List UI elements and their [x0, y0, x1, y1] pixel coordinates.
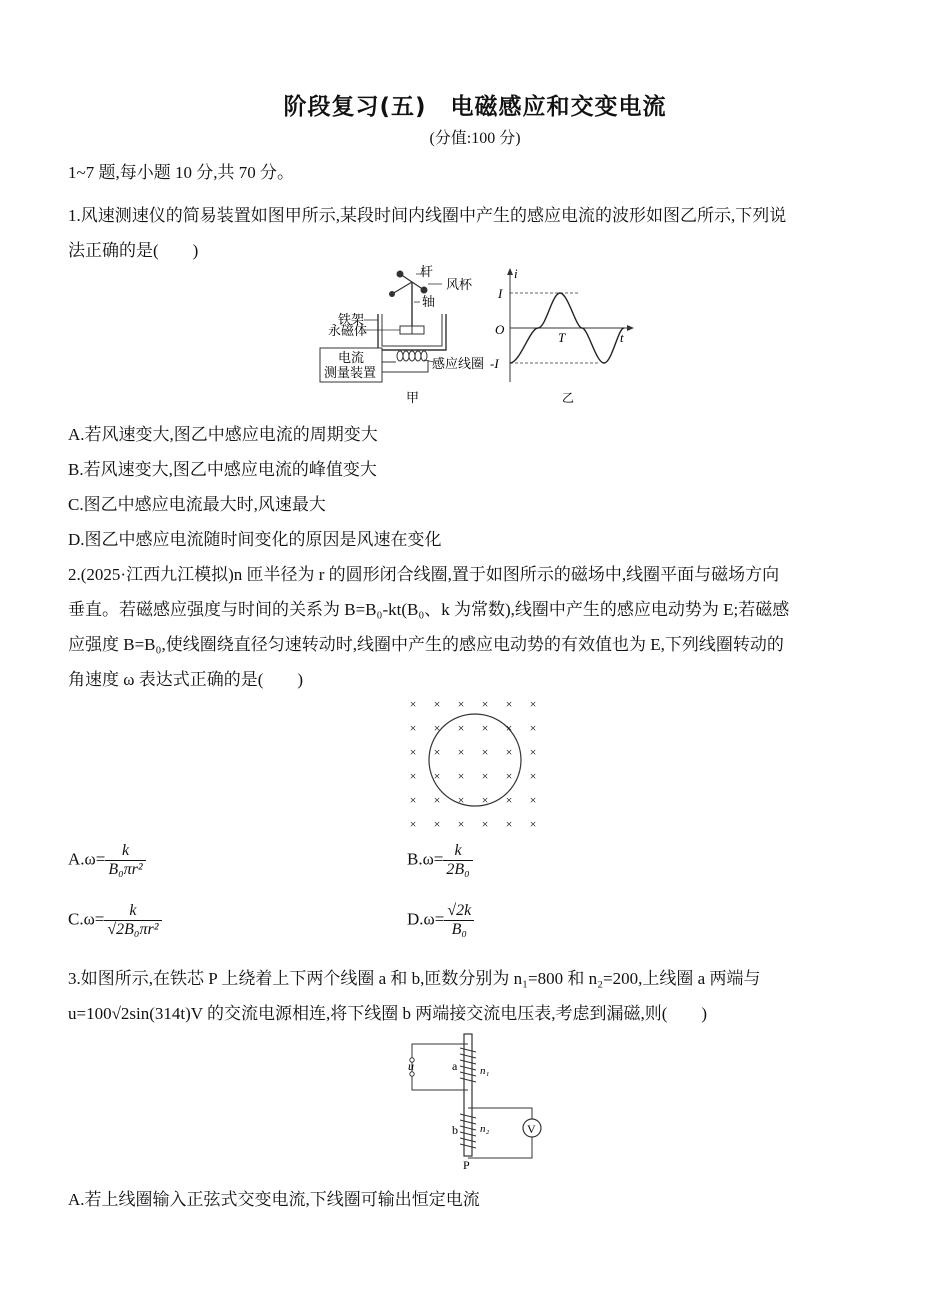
label-device-2: 测量装置	[324, 365, 377, 380]
field-mark: ×	[529, 817, 537, 831]
label-coil: 感应线圈	[432, 356, 485, 371]
iron-core-p	[464, 1034, 472, 1156]
score-note: (分值:100 分)	[429, 130, 521, 147]
field-mark: ×	[457, 721, 465, 735]
label-axle: 轴	[422, 294, 436, 309]
field-mark: ×	[529, 721, 537, 735]
label-source: u	[408, 1059, 414, 1073]
field-mark: ×	[481, 745, 489, 759]
field-mark: ×	[433, 769, 441, 783]
field-mark: ×	[529, 793, 537, 807]
field-mark: ×	[433, 721, 441, 735]
q2-option-a	[68, 842, 146, 879]
field-mark: ×	[481, 793, 489, 807]
q2-option-c-den: √2B₀πr²	[104, 920, 161, 939]
label-neg-peak: -I	[490, 356, 499, 371]
q2-option-b-den: 2B₀	[443, 860, 472, 879]
label-voltmeter: V	[527, 1122, 536, 1136]
q3-stem-line2: u=100√2sin(314t)V 的交流电源相连,将下线圈 b 两端接交流电压表,考虑到漏磁,则( )	[68, 1004, 708, 1023]
q1-option-b: B.若风速变大,图乙中感应电流的峰值变大	[68, 460, 377, 479]
label-n1: n₁	[480, 1065, 490, 1077]
q2-option-c-fraction	[104, 902, 161, 939]
label-device-1: 电流	[338, 350, 365, 365]
q1-option-a: A.若风速变大,图乙中感应电流的周期变大	[68, 425, 378, 444]
q2-stem-line3: 应强度 B=B₀,使线圈绕直径匀速转动时,线圈中产生的感应电动势的有效值也为 E,下列线圈转动的	[68, 635, 784, 654]
field-mark: ×	[409, 769, 417, 783]
field-mark: ×	[433, 817, 441, 831]
q2-option-d	[407, 902, 474, 939]
q2-option-d-label: D.ω=	[407, 909, 445, 929]
q2-option-b-fraction	[443, 842, 472, 879]
field-mark: ×	[457, 769, 465, 783]
label-cup: 风杯	[446, 277, 473, 292]
label-coil-a: a	[452, 1059, 458, 1073]
field-mark: ×	[481, 697, 489, 711]
q2-option-c-label: C.ω=	[68, 909, 105, 929]
q2-stem-line4: 角速度 ω 表达式正确的是( )	[68, 670, 304, 689]
label-period: T	[558, 330, 566, 345]
q2-option-a-label: A.ω=	[68, 849, 106, 869]
label-origin: O	[495, 322, 505, 337]
label-frame: 铁架	[338, 312, 365, 327]
caption-jia: 甲	[406, 390, 420, 405]
field-mark: ×	[481, 817, 489, 831]
induction-coil	[397, 351, 427, 361]
field-mark: ×	[457, 697, 465, 711]
field-mark: ×	[505, 817, 513, 831]
field-mark: ×	[409, 817, 417, 831]
field-mark: ×	[505, 769, 513, 783]
field-mark: ×	[409, 721, 417, 735]
field-mark: ×	[433, 793, 441, 807]
field-mark: ×	[457, 745, 465, 759]
field-mark: ×	[529, 769, 537, 783]
field-mark: ×	[529, 697, 537, 711]
field-mark: ×	[409, 697, 417, 711]
label-i: i	[514, 266, 518, 281]
label-peak: I	[498, 286, 503, 301]
q3-stem-line1: 3.如图所示,在铁芯 P 上绕着上下两个线圈 a 和 b,匝数分别为 n₁=800 和 n₂=200,上线圈 a 两端与	[68, 969, 761, 988]
q1-option-d: D.图乙中感应电流随时间变化的原因是风速在变化	[68, 530, 442, 549]
q2-option-c	[68, 902, 162, 939]
q2-option-b-label: B.ω=	[407, 849, 444, 869]
q3-option-a: A.若上线圈输入正弦式交变电流,下线圈可输出恒定电流	[68, 1190, 480, 1209]
q3-transformer-figure	[398, 1030, 558, 1172]
page-title: 阶段复习(五) 电磁感应和交变电流	[283, 94, 667, 120]
field-mark: ×	[505, 721, 513, 735]
q1-stem-line2: 法正确的是( )	[68, 241, 199, 260]
field-mark: ×	[481, 769, 489, 783]
label-n2: n₂	[480, 1123, 490, 1135]
q1-stem-line1: 1.风速测速仪的简易装置如图甲所示,某段时间内线圈中产生的感应电流的波形如图乙所示,下列说	[68, 206, 787, 225]
field-mark: ×	[433, 745, 441, 759]
field-mark: ×	[409, 745, 417, 759]
caption-yi: 乙	[562, 391, 575, 405]
q2-option-b-num: k	[454, 842, 462, 859]
q2-option-a-den: B₀πr²	[105, 860, 145, 879]
q2-field-figure	[405, 694, 550, 834]
field-mark: ×	[481, 721, 489, 735]
field-mark: ×	[505, 793, 513, 807]
label-magnet: 永磁体	[328, 323, 368, 338]
field-mark: ×	[409, 793, 417, 807]
q2-option-c-num: k	[129, 902, 137, 919]
field-mark: ×	[529, 745, 537, 759]
field-mark: ×	[505, 697, 513, 711]
q2-option-d-fraction	[444, 902, 474, 939]
q2-option-a-fraction	[105, 842, 145, 879]
q2-stem-line2: 垂直。若磁感应强度与时间的关系为 B=B₀-kt(B₀、k 为常数),线圈中产生的感应电动势为 E;若磁感	[68, 600, 790, 619]
q1-figure-yi	[490, 262, 640, 410]
label-rod: 杆	[420, 264, 434, 279]
q2-option-a-num: k	[121, 842, 130, 859]
field-mark: ×	[505, 745, 513, 759]
q2-option-d-den: B₀	[444, 920, 474, 939]
q2-option-b	[407, 842, 473, 879]
q2-option-d-num: √2k	[447, 902, 472, 919]
q2-stem-line1: 2.(2025·江西九江模拟)n 匝半径为 r 的圆形闭合线圈,置于如图所示的磁场中,线圈平面与磁场方向	[68, 565, 780, 584]
field-mark: ×	[457, 793, 465, 807]
field-mark: ×	[457, 817, 465, 831]
field-mark: ×	[433, 697, 441, 711]
label-coil-b: b	[452, 1123, 458, 1137]
label-t: t	[620, 330, 624, 345]
q1-figure-jia	[316, 262, 496, 410]
section-note: 1~7 题,每小题 10 分,共 70 分。	[68, 163, 294, 182]
q1-option-c: C.图乙中感应电流最大时,风速最大	[68, 495, 326, 514]
label-core: P	[463, 1158, 470, 1172]
